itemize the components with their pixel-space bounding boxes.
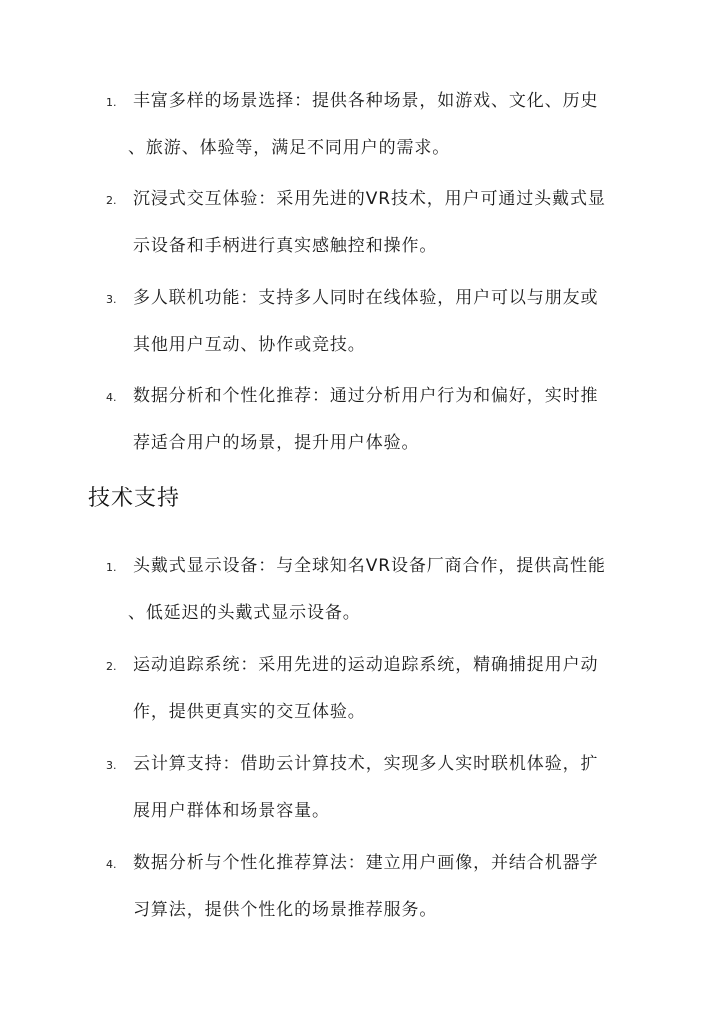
list-item-line: 、低延迟的头戴式显示设备。 — [128, 603, 361, 623]
list-item-line: 数据分析与个性化推荐算法：建立用户画像，并结合机器学 — [133, 853, 599, 873]
list-item — [0, 384, 720, 484]
list-item — [0, 752, 720, 852]
list-item — [0, 89, 720, 189]
list-item-line: 示设备和手柄进行真实感触控和操作。 — [133, 236, 438, 256]
list-item-line: 展用户群体和场景容量。 — [133, 801, 330, 821]
section-heading: 技术支持 — [88, 486, 181, 511]
list-item — [0, 286, 720, 386]
list-item-line: 数据分析和个性化推荐：通过分析用户行为和偏好，实时推 — [133, 386, 599, 406]
list-number: 3. — [106, 293, 117, 306]
list-item — [0, 851, 720, 951]
list-number: 3. — [106, 759, 117, 772]
list-number: 2. — [106, 660, 117, 673]
list-item — [0, 653, 720, 753]
list-item — [0, 554, 720, 654]
list-item-line: 运动追踪系统：采用先进的运动追踪系统，精确捕捉用户动 — [133, 655, 599, 675]
list-number: 4. — [106, 391, 117, 404]
list-number: 1. — [106, 96, 117, 109]
list-item-line: 荐适合用户的场景，提升用户体验。 — [133, 433, 420, 453]
list-item-line: 其他用户互动、协作或竞技。 — [133, 335, 366, 355]
list-number: 2. — [106, 194, 117, 207]
list-item-line: 多人联机功能：支持多人同时在线体验，用户可以与朋友或 — [133, 288, 599, 308]
list-item-line: 丰富多样的场景选择：提供各种场景，如游戏、文化、历史 — [133, 91, 599, 111]
list-item-line: 沉浸式交互体验：采用先进的VR技术，用户可通过头戴式显 — [133, 189, 606, 209]
list-item-line: 头戴式显示设备：与全球知名VR设备厂商合作，提供高性能 — [133, 556, 606, 576]
list-number: 1. — [106, 561, 117, 574]
list-item-line: 作，提供更真实的交互体验。 — [133, 702, 366, 722]
list-item-line: 习算法，提供个性化的场景推荐服务。 — [133, 900, 438, 920]
list-number: 4. — [106, 858, 117, 871]
list-item-line: 、旅游、体验等，满足不同用户的需求。 — [128, 138, 451, 158]
list-item — [0, 187, 720, 287]
list-item-line: 云计算支持：借助云计算技术，实现多人实时联机体验，扩 — [133, 754, 599, 774]
